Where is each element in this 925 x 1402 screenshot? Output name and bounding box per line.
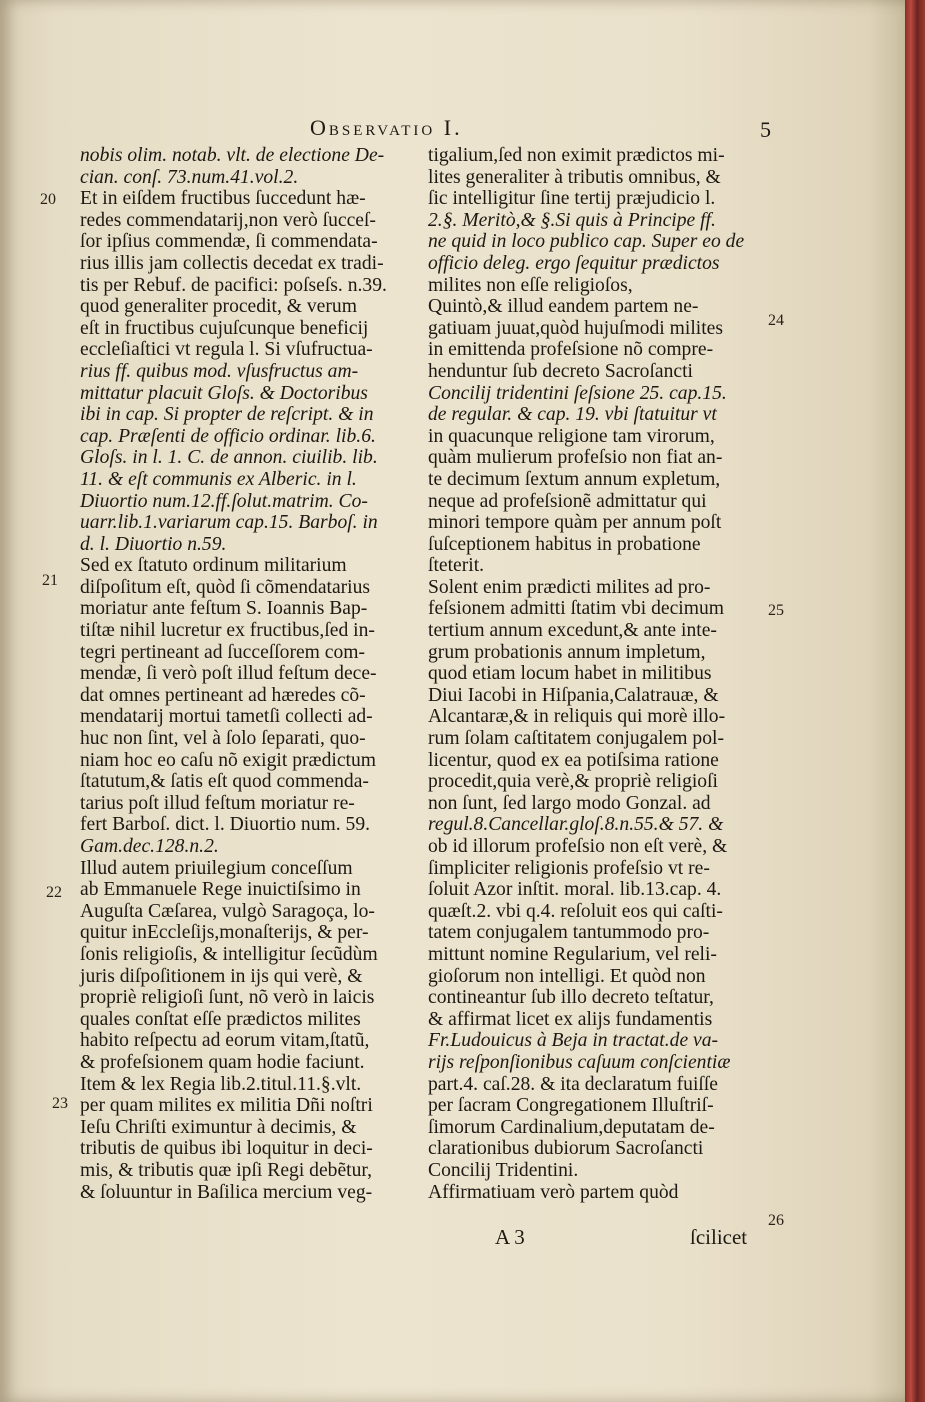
text-line: henduntur ſub decreto Sacroſancti [428,360,693,382]
page-header [0,115,905,145]
text-line: huc non ſint, vel à ſolo ſeparati, quo- [80,728,366,750]
margin-number: 22 [46,884,62,901]
text-line: mendatarij mortui tametſi collecti ad- [80,706,373,728]
text-line: 11. & eſt communis ex Alberic. in l. [80,468,357,490]
text-line: nobis olim. notab. vlt. de electione De- [80,145,385,166]
text-line: de regular. & cap. 19. vbi ſtatuitur vt [428,404,717,426]
text-line: te decimum ſextum annum expletum, [428,468,721,490]
text-line: Alcantaræ,& in reliquis qui morè illo- [428,706,726,728]
text-line: part.4. caſ.28. & ita declaratum fuiſſe [428,1073,718,1095]
text-line: rius ff. quibus mod. vſusfructus am- [80,360,359,382]
text-line: Concilij Tridentini. [428,1159,579,1181]
signature-mark: A 3 [495,1225,525,1249]
text-line: gatiuam juuat,quòd hujuſmodi milites [428,317,723,339]
text-line: quales conſtat eſſe prædictos milites [80,1008,361,1030]
text-line: dat omnes pertineant ad hæredes cõ- [80,684,366,706]
text-line: eſt in fructibus cujuſcunque beneficij [80,317,369,339]
text-line: procedit,quia verè,& propriè religioſi [428,771,718,793]
text-line: clarationibus dubiorum Sacroſancti [428,1138,704,1160]
text-line: tis per Rebuf. de pacifici: poſseſs. n.39. [80,274,387,296]
text-line: milites non eſſe religioſos, [428,274,633,296]
text-line: juris diſpoſitionem in ijs qui verè, & [80,965,363,987]
text-line: ibi in cap. Si propter de reſcript. & in [80,404,374,426]
text-line: niam hoc eo caſu nõ exigit prædictum [80,749,377,771]
text-line: ob id illorum profeſsio non eſt verè, & [428,836,728,857]
text-line: ſtatutum,& ſatis eſt quod commenda- [80,771,369,793]
text-line: ſoluit Azor inſtit. moral. lib.13.cap. 4. [428,879,722,901]
text-line: diſpoſitum eſt, quòd ſi cõmendatarius [80,576,371,598]
text-line: ne quid in loco publico cap. Super eo de [428,231,745,253]
text-line: Auguſta Cæſarea, vulgò Saragoça, lo- [80,900,375,922]
text-line: cian. conſ. 73.num.41.vol.2. [80,166,299,188]
text-line: minori tempore quàm per annum poſt [428,512,722,534]
text-line: & affirmat licet ex alijs fundamentis [428,1008,713,1030]
text-line: redes commendatarij,non verò ſucceſ- [80,209,376,231]
margin-number: 21 [42,572,58,589]
text-line: 2.§. Meritò,& §.Si quis à Principe ff. [428,209,716,231]
text-line: quitur inEccleſijs,monaſterijs, & per- [80,922,369,944]
text-line: uarr.lib.1.variarum cap.15. Barboſ. in [80,512,378,534]
margin-number: 24 [768,312,784,329]
text-line: & profeſsionem quam hodie faciunt. [80,1051,365,1073]
text-line: mendæ, ſi verò poſt illud feſtum dece- [80,663,377,685]
text-line: mittunt nomine Regularium, vel reli- [428,943,717,965]
text-line: in quacunque religione tam virorum, [428,425,715,447]
catchword: ſcilicet [690,1225,748,1249]
text-line: ſteterit. [428,555,485,577]
text-line: contineantur ſub illo decreto teſtatur, [428,987,714,1009]
text-line: ſic intelligitur ſine tertij præjudicio l. [428,188,716,210]
text-line: Sed ex ſtatuto ordinum militarium [80,555,347,577]
left-column [80,145,420,1203]
text-line: Et in eiſdem fructibus ſuccedunt hæ- [80,188,366,210]
page-edge [905,0,925,1402]
text-line: mis, & tributis quæ ipſi Regi debẽtur, [80,1159,373,1181]
text-line: non ſunt, ſed largo modo Gonzal. ad [428,792,711,814]
text-line: Illud autem priuilegium conceſſum [80,857,353,879]
text-line: feſsionem admitti ſtatim vbi decimum [428,598,725,620]
text-line: rum ſolam caſtitatem conjugalem pol- [428,728,724,750]
text-line: quæſt.2. vbi q.4. reſoluit eos qui caſti- [428,900,723,922]
text-line: officio deleg. ergo ſequitur prædictos [428,252,720,274]
text-line: lites generaliter à tributis omnibus, & [428,166,721,188]
text-line: rijs reſponſionibus caſuum conſcientiæ [428,1051,731,1073]
text-line: Item & lex Regia lib.2.titul.11.§.vlt. [80,1073,362,1095]
text-line: ſimpliciter religionis profeſsio vt re- [428,857,710,879]
margin-number: 25 [768,602,784,619]
text-line: Gloſs. in l. 1. C. de annon. ciuilib. lib. [80,447,378,469]
text-line: quod generaliter procedit, & verum [80,296,357,318]
text-line: Concilij tridentini ſeſsione 25. cap.15. [428,382,727,404]
text-line: moriatur ante feſtum S. Ioannis Bap- [80,598,368,620]
text-line: Affirmatiuam verò partem quòd [428,1181,679,1203]
text-line: grum probationis annum impletum, [428,641,706,663]
text-line: regul.8.Cancellar.gloſ.8.n.55.& 57. & [428,814,724,836]
text-line: Gam.dec.128.n.2. [80,836,219,857]
text-line: Diuortio num.12.ff.ſolut.matrim. Co- [80,490,368,512]
text-line: Diui Iacobi in Hiſpania,Calatrauæ, & [428,684,719,706]
text-line: tiſtæ nihil lucretur ex fructibus,ſed in- [80,620,375,642]
text-line: neque ad profeſsionẽ admittatur qui [428,490,707,512]
text-line: in emittenda profeſsione nõ compre- [428,339,714,361]
text-line: gioſorum non intelligi. Et quòd non [428,965,706,987]
text-line: ſimorum Cardinalium,deputatam de- [428,1116,715,1138]
text-line: cap. Præſenti de officio ordinar. lib.6. [80,425,376,447]
text-line: d. l. Diuortio n.59. [80,533,227,555]
text-line: tributis de quibus ibi loquitur in deci- [80,1138,373,1160]
text-line: quod etiam locum habet in militibus [428,663,712,685]
text-line: licentur, quod ex ea potiſsima ratione [428,749,719,771]
running-head: Observatio I. [310,115,463,140]
text-line: Solent enim prædicti milites ad pro- [428,576,711,598]
margin-number: 26 [768,1212,784,1229]
text-line: mittatur placuit Gloſs. & Doctoribus [80,382,368,404]
text-line: ſonis religioſis, & intelligitur ſecũdùm [80,943,378,965]
text-line: tigalium,ſed non eximit prædictos mi- [428,145,725,166]
margin-number: 23 [52,1095,68,1112]
text-line: Quintò,& illud eandem partem ne- [428,296,699,318]
text-line: Fr.Ludouicus à Beja in tractat.de va- [428,1030,719,1052]
text-line: propriè religioſi ſunt, nõ verò in laicis [80,987,375,1009]
text-line: eccleſiaſtici vt regula l. Si vſufructua- [80,339,373,361]
text-line: tegri pertineant ad ſucceſſorem com- [80,641,366,663]
page-number: 5 [760,117,771,142]
text-line: & ſoluuntur in Baſilica mercium veg- [80,1181,373,1203]
text-line: tatem conjugalem tantummodo pro- [428,922,710,944]
text-line: rius illis jam collectis decedat ex tradi- [80,252,384,274]
text-line: ſor ipſius commendæ, ſi commendata- [80,231,378,253]
right-column [428,145,764,1203]
text-line: ſuſceptionem habitus in probatione [428,533,701,555]
text-line: quàm mulierum profeſsio non fiat an- [428,447,723,469]
text-line: habito reſpectu ad eorum vitam,ſtatũ, [80,1030,370,1052]
text-line: per quam milites ex militia Dñi noſtri [80,1095,373,1117]
text-line: ab Emmanuele Rege inuictiſsimo in [80,879,361,901]
text-line: per ſacram Congregationem Illuſtriſ- [428,1095,714,1117]
text-line: tertium annum excedunt,& ante inte- [428,620,717,642]
margin-number: 20 [40,191,56,208]
text-line: fert Barboſ. dict. l. Diuortio num. 59. [80,814,371,836]
page-footer [0,1225,905,1265]
text-line: tarius poſt illud feſtum moriatur re- [80,792,355,814]
text-line: Ieſu Chriſti eximuntur à decimis, & [80,1116,357,1138]
